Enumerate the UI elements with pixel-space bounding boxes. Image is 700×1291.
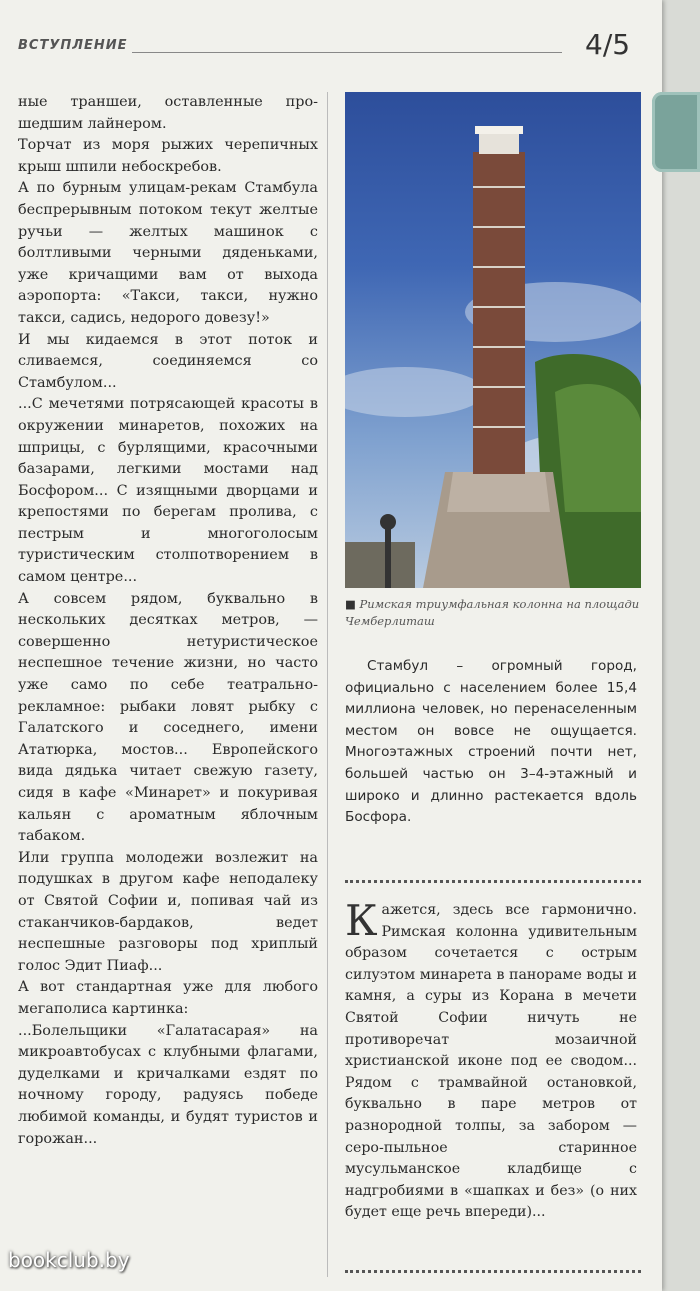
watermark: bookclub.by xyxy=(8,1248,130,1272)
left-paragraph: А совсем рядом, буквально в нескольких десятках метров, — совершенно нетуристическое неспешное течение жизни, но часто уже само по себе театрально-рекламное: рыбаки ловят рыбку с Галатского и соседнего, имени Ататюрка, мостов... Европейского вида дядька читает свежую газету, сидя в кафе «Минарет» и покуривая кальян с ароматным яблочным табаком. xyxy=(18,590,318,845)
column-photo xyxy=(345,92,641,588)
left-paragraph: ные траншеи, оставленные прошедшим лайнером. xyxy=(18,94,318,132)
header-rule xyxy=(132,52,562,53)
photo-caption xyxy=(345,596,641,630)
right-intro xyxy=(345,656,637,829)
main-paragraph-text: ажется, здесь все гармонично. Римская колонна удивительным образом сочетается с острым силуэтом минарета в панораме воды и камня, а суры из Корана в мечети Святой Софии ничуть не противоречат мозаичной христианской иконе под ее сводом... Рядом с трамвайной остановкой, буквально в паре метров от разнородной толпы, за забором — серо-пыльное старинное мусульманское кладбище с надгробиями в «шапках и без» (о них будет еще речь впереди)... xyxy=(345,902,637,1221)
intro-paragraph: Стамбул – огромный город, официально с населением более 15,4 миллиона человек, но перенаселенным местом он вовсе не ощущается. Многоэтажных строений почти нет, большей частью он 3–4-этажный и широко и длинно растекается вдоль Босфора. xyxy=(345,658,637,826)
caption-marker: ■ xyxy=(345,597,356,611)
left-paragraph: ...Болельщики «Галатасарая» на микроавтобусах с клубными флагами, дуделками и кричалками ездят по ночному городу, радуясь победе любимой команды, и будят туристов и горожан... xyxy=(18,1022,318,1147)
page-number: 4/5 xyxy=(585,28,631,61)
dotted-divider-bottom xyxy=(345,1270,641,1273)
column-divider xyxy=(327,92,328,1277)
left-paragraph: Или группа молодежи возлежит на подушках в другом кафе неподалеку от Святой Софии и, попивая чай из стаканчиков-бардаков, ведет неспешные разговоры под хриплый голос Эдит Пиаф... xyxy=(18,849,318,974)
drop-cap: К xyxy=(345,896,378,945)
chapter-tab xyxy=(652,92,700,172)
left-paragraph: И мы кидаемся в этот поток и сливаемся, соединяемся со Стамбулом... xyxy=(18,331,318,391)
left-paragraph: ...С мечетями потрясающей красоты в окружении минаретов, похожих на шприцы, с бурлящими, красочными базарами, легкими мостами над Босфором... С изящными дворцами и крепостями по берегам пролива, с пестрым и многоголосым туристическим столпотворением в самом центре... xyxy=(18,396,318,586)
left-paragraph: Торчат из моря рыжих черепичных крыш шпили небоскребов. xyxy=(18,137,318,175)
left-column xyxy=(18,92,318,1150)
left-paragraph: А вот стандартная уже для любого мегаполиса картинка: xyxy=(18,979,318,1017)
main-paragraph xyxy=(345,896,637,1224)
column-illustration xyxy=(345,92,641,588)
dotted-divider-top xyxy=(345,880,641,883)
caption-text: Римская триумфальная колонна на площади Чемберлиташ xyxy=(345,597,640,628)
section-header: ВСТУПЛЕНИЕ xyxy=(18,38,128,53)
left-paragraph: А по бурным улицам-рекам Стамбула беспрерывным потоком текут желтые ручьи — желтых машинок с болтливыми черными дяденьками, уже кричащими вам от выхода аэропорта: «Такси, такси, нужно такси, садись, недорого довезу!» xyxy=(18,180,318,326)
right-main-column xyxy=(345,896,637,1224)
